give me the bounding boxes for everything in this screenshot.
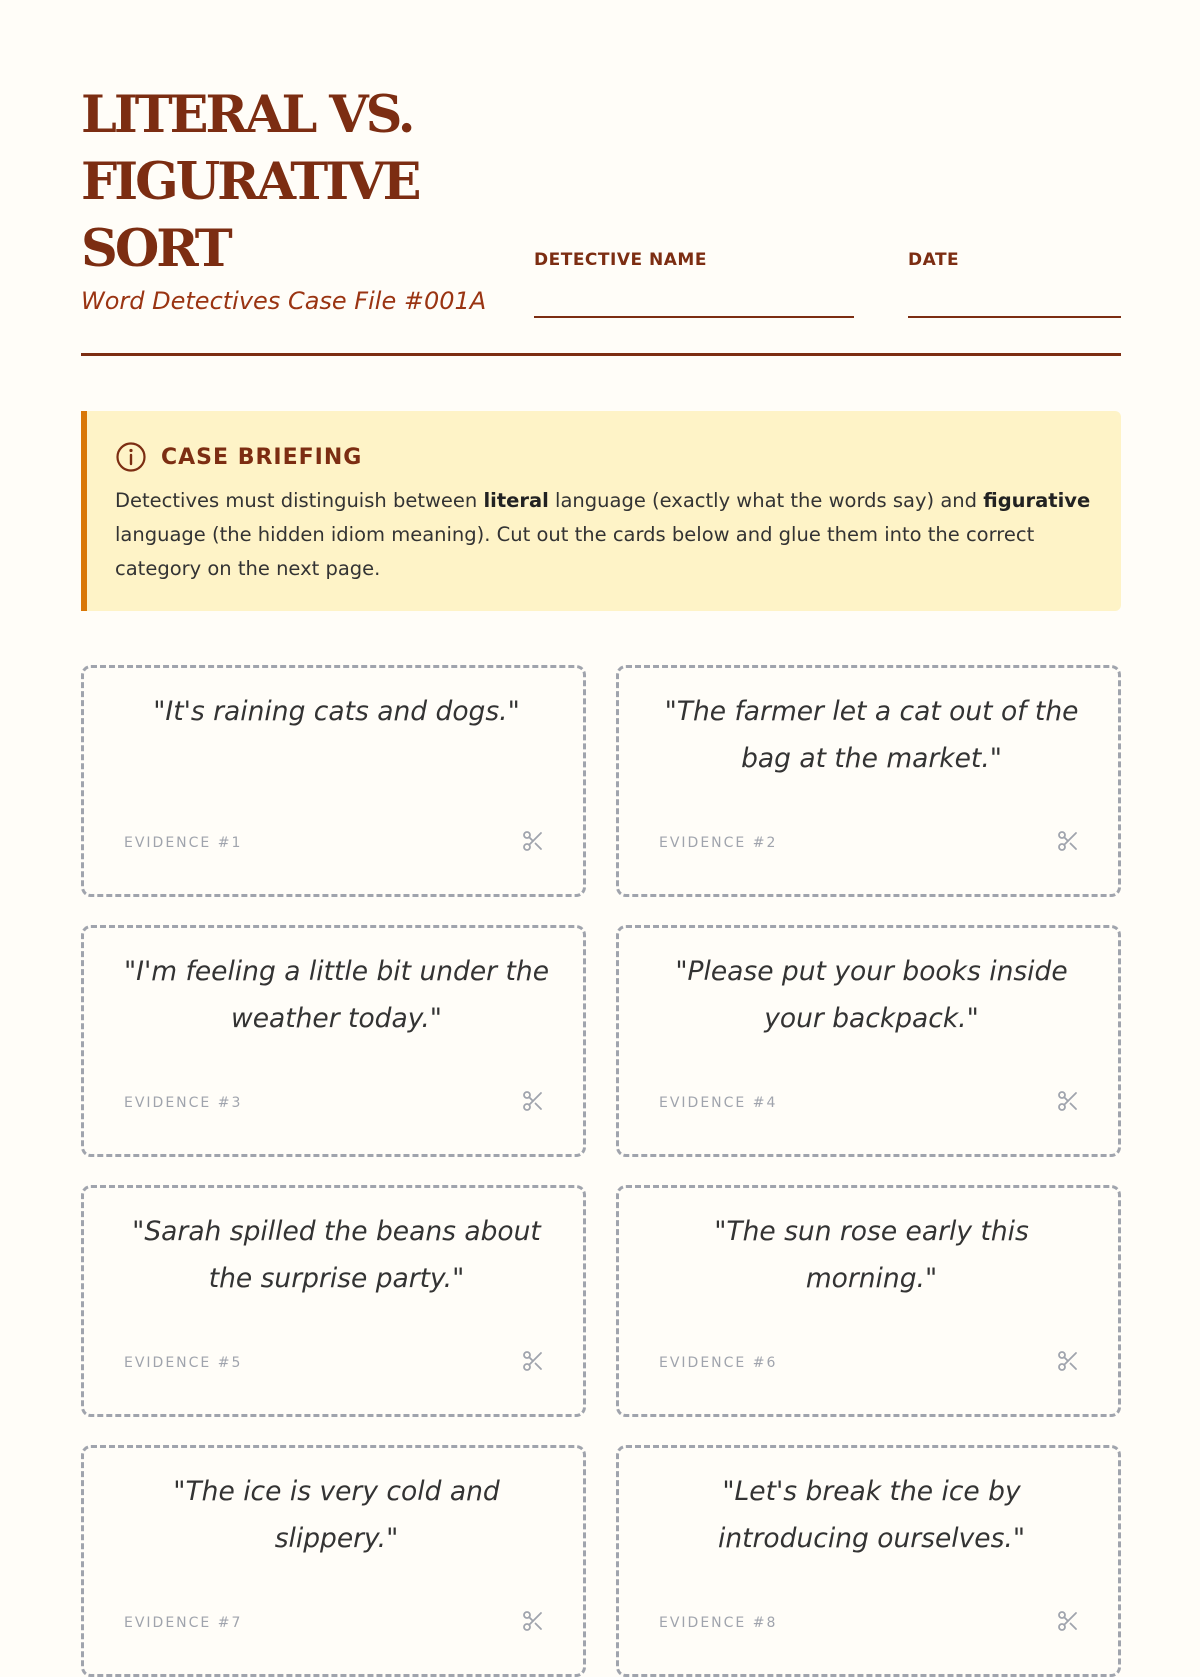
scissors-icon xyxy=(1056,1089,1080,1113)
evidence-card-quote: "The ice is very cold and slippery." xyxy=(173,1476,500,1554)
scissors-icon xyxy=(521,1609,545,1633)
evidence-card[interactable] xyxy=(81,1445,586,1677)
header-divider xyxy=(81,353,1121,356)
evidence-card-number: EVIDENCE #6 xyxy=(659,1355,778,1371)
evidence-card[interactable] xyxy=(616,1445,1121,1677)
info-icon xyxy=(115,441,147,473)
case-file-subtitle: Word Detectives Case File #001A xyxy=(81,287,487,315)
briefing-text xyxy=(115,484,1095,586)
scissors-icon xyxy=(1056,829,1080,853)
evidence-card[interactable] xyxy=(81,925,586,1157)
briefing-text-part-1: Detectives must distinguish between xyxy=(115,489,484,512)
briefing-heading xyxy=(115,441,362,473)
evidence-card-quote: "Sarah spilled the beans about the surprise party." xyxy=(132,1216,541,1294)
evidence-card-number: EVIDENCE #3 xyxy=(124,1095,243,1111)
date-label: DATE xyxy=(908,250,960,270)
evidence-card-number: EVIDENCE #5 xyxy=(124,1355,243,1371)
scissors-icon xyxy=(1056,1349,1080,1373)
evidence-card[interactable] xyxy=(616,665,1121,897)
evidence-card-number: EVIDENCE #2 xyxy=(659,835,778,851)
worksheet-page xyxy=(81,0,1121,1631)
date-line[interactable] xyxy=(908,316,1121,318)
evidence-card-number: EVIDENCE #8 xyxy=(659,1615,778,1631)
evidence-card[interactable] xyxy=(81,1185,586,1417)
date-field[interactable] xyxy=(908,250,1121,272)
worksheet-header xyxy=(81,82,1121,357)
evidence-card[interactable] xyxy=(616,1185,1121,1417)
page-title: LITERAL VS. FIGURATIVE SORT xyxy=(81,85,419,279)
case-briefing xyxy=(81,411,1121,611)
evidence-card-grid xyxy=(81,665,1121,1631)
scissors-icon xyxy=(521,1349,545,1373)
detective-name-field[interactable] xyxy=(534,250,854,272)
scissors-icon xyxy=(521,1089,545,1113)
briefing-text-part-2: language (exactly what the words say) and xyxy=(548,489,984,512)
briefing-text-part-3: language (the hidden idiom meaning). Cut out the cards below and glue them into the correct category on the next page. xyxy=(115,523,1035,580)
briefing-literal-term: literal xyxy=(483,489,549,512)
evidence-card-quote: "The farmer let a cat out of the bag at the market." xyxy=(664,696,1079,774)
evidence-card-quote: "It's raining cats and dogs." xyxy=(153,696,520,727)
evidence-card-quote: "Please put your books inside your backpack." xyxy=(675,956,1068,1034)
evidence-card-number: EVIDENCE #7 xyxy=(124,1615,243,1631)
scissors-icon xyxy=(1056,1609,1080,1633)
evidence-card-number: EVIDENCE #4 xyxy=(659,1095,778,1111)
evidence-card[interactable] xyxy=(616,925,1121,1157)
evidence-card-quote: "I'm feeling a little bit under the weather today." xyxy=(123,956,549,1034)
briefing-figurative-term: figurative xyxy=(983,489,1091,512)
scissors-icon xyxy=(521,829,545,853)
evidence-card[interactable] xyxy=(81,665,586,897)
evidence-card-quote: "The sun rose early this morning." xyxy=(714,1216,1029,1294)
detective-name-line[interactable] xyxy=(534,316,854,318)
evidence-card-quote: "Let's break the ice by introducing ourselves." xyxy=(717,1476,1026,1554)
evidence-card-number: EVIDENCE #1 xyxy=(124,835,243,851)
detective-name-label: DETECTIVE NAME xyxy=(534,250,707,270)
briefing-title: CASE BRIEFING xyxy=(161,444,363,470)
